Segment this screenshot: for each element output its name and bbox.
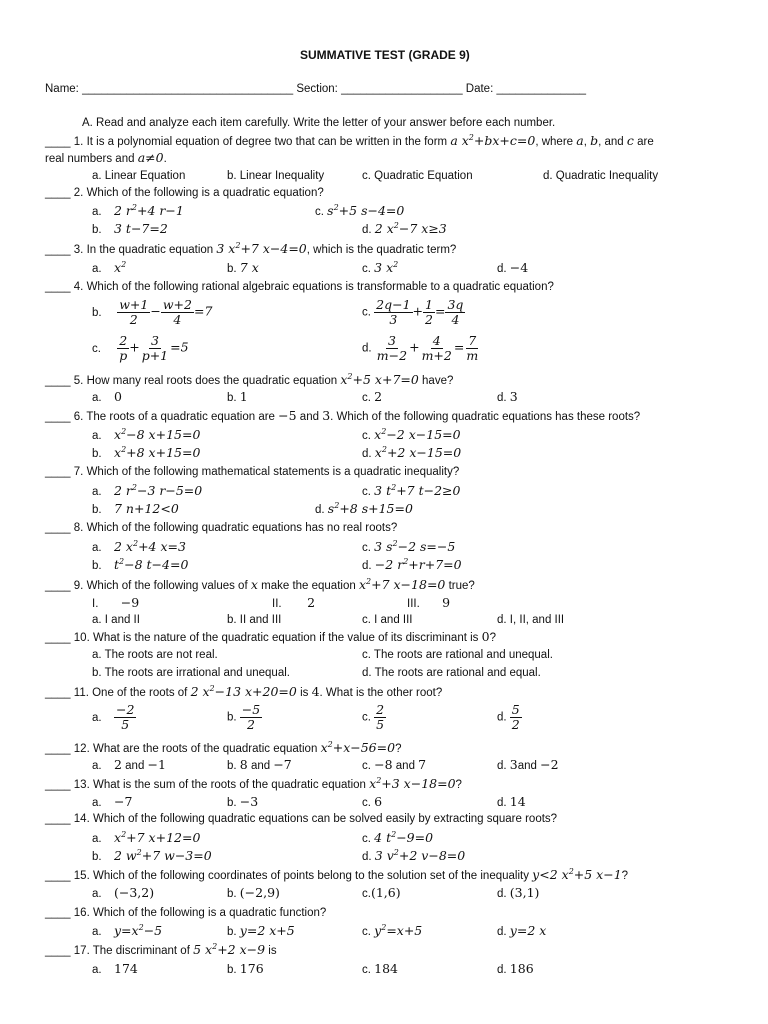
q4-option-b: b. $\frac{w+1}{2}$ − $\frac{w+2}{4}$ =7 (92, 297, 213, 327)
q10-option-a: a. The roots are not real. (92, 649, 218, 661)
q6-option-a: a. $x^2-8$ x+15=0 (92, 427, 201, 442)
q9-roman-ii: II. 2 (272, 595, 316, 610)
question-5: ____ 5. How many real roots does the quadratic equation $x^2+5$ x+7=0 have? (45, 372, 454, 387)
q16-option-c: c. $y^2=x+5$ (362, 923, 423, 938)
q15-option-a: a. (−3,2) (92, 885, 155, 900)
q8-option-a: a. 2 $x^2+4$ x=3 (92, 539, 186, 554)
q1-option-b: b. Linear Inequality (227, 170, 325, 182)
question-4: ____ 4. Which of the following rational algebraic equations is transformable to a quadratic equation? (45, 281, 554, 293)
q8-option-c: c. 3 $s^2-2$ s=−5 (362, 539, 456, 554)
q1-form-expr: a $x^2+bx+c=0$ (450, 133, 536, 148)
q1-option-d: d. Quadratic Inequality (543, 170, 659, 182)
question-2: ____ 2. Which of the following is a quadratic equation? (45, 187, 324, 199)
q17-option-d: d. 186 (497, 961, 534, 976)
q14-option-c: c. 4 $t^2-9=0$ (362, 830, 434, 845)
question-17: ____ 17. The discriminant of 5 $x^2+2$ x−9 is (45, 942, 277, 957)
name-section-date-line: Name: _________________________________ Section: ___________________ Date: ______________ (45, 83, 587, 95)
q7-option-b: b. 7 n+12<0 (92, 501, 179, 516)
q10-option-d: d. The roots are rational and equal. (362, 667, 541, 679)
q17-option-b: b. 176 (227, 961, 264, 976)
q11-option-d: d. $\frac{5}{2}$ (497, 702, 520, 732)
q9-option-d: d. I, II, and III (497, 614, 565, 626)
q9-option-c: c. I and III (362, 614, 413, 626)
q1-option-c: c. Quadratic Equation (362, 170, 473, 182)
q13-option-b: b. −3 (227, 794, 259, 809)
q5-option-a: a. 0 (92, 389, 122, 404)
q9-option-b: b. II and III (227, 614, 282, 626)
q2-option-c: c. $s^2+5$ s−4=0 (315, 203, 405, 218)
q4-option-c: c. $\frac{2q-1}{3}$ + $\frac{1}{2}$ = $\frac{3q}{4}$ (362, 297, 464, 327)
q16-option-b: b. y=2 x+5 (227, 923, 295, 938)
q15-option-d: d. (3,1) (497, 885, 540, 900)
q8-option-d: d. −2 $r^2+r+7=0$ (362, 557, 462, 572)
question-1: ____ 1. It is a polynomial equation of degree two that can be written in the form a $x^2+bx+c=0$, where a, b, and c are (45, 133, 654, 148)
question-9: ____ 9. Which of the following values of x make the equation $x^2+7$ x−18=0 true? (45, 577, 475, 592)
q7-option-c: c. 3 $t^2+7$ t−2≥0 (362, 483, 461, 498)
page-title: SUMMATIVE TEST (GRADE 9) (300, 48, 470, 62)
q2-option-b: b. 3 t−7=2 (92, 221, 168, 236)
q12-option-c: c. −8 and 7 (362, 757, 427, 772)
instructions: A. Read and analyze each item carefully. Write the letter of your answer before each number. (82, 117, 556, 129)
question-6: ____ 6. The roots of a quadratic equation are −5 and 3. Which of the following quadratic equations has these roots? (45, 408, 641, 423)
q9-option-a: a. I and II (92, 614, 140, 626)
q11-option-a: a. $\frac{-2}{5}$ (92, 702, 135, 732)
q14-option-d: d. 3 $v^2+2$ v−8=0 (362, 848, 466, 863)
q8-option-b: b. $t^2-8$ t−4=0 (92, 557, 189, 572)
q13-option-d: d. 14 (497, 794, 526, 809)
q14-option-b: b. 2 $w^2+7$ w−3=0 (92, 848, 212, 863)
q12-option-a: a. 2 and −1 (92, 757, 166, 772)
question-13: ____ 13. What is the sum of the roots of the quadratic equation $x^2+3$ x−18=0? (45, 776, 462, 791)
q3-option-d: d. −4 (497, 260, 529, 275)
q13-option-a: a. −7 (92, 794, 133, 809)
question-10: ____ 10. What is the nature of the quadratic equation if the value of its discriminant is 0? (45, 629, 496, 644)
q5-option-c: c. 2 (362, 389, 383, 404)
q5-option-d: d. 3 (497, 389, 518, 404)
q11-option-b: b. $\frac{-5}{2}$ (227, 702, 261, 732)
q3-option-c: c. 3 $x^2$ (362, 260, 399, 275)
q13-option-c: c. 6 (362, 794, 383, 809)
q11-option-c: c. $\frac{2}{5}$ (362, 702, 385, 732)
q1-option-a: a. Linear Equation (92, 170, 186, 182)
q4-option-c2: c. $\frac{2}{p}$ + $\frac{3}{p+1}$ =5 (92, 333, 189, 363)
q10-option-c: c. The roots are rational and unequal. (362, 649, 553, 661)
q12-option-d: d. 3and −2 (497, 757, 559, 772)
q6-option-d: d. $x^2+2$ x−15=0 (362, 445, 462, 460)
q17-option-c: c. 184 (362, 961, 399, 976)
question-8: ____ 8. Which of the following quadratic equations has no real roots? (45, 522, 398, 534)
question-15: ____ 15. Which of the following coordinates of points belong to the solution set of the inequality y<2 $x^2+5$ x−1? (45, 867, 629, 882)
q16-option-d: d. y=2 x (497, 923, 547, 938)
q17-option-a: a. 174 (92, 961, 138, 976)
q4-option-d: d. $\frac{3}{m-2}$ + $\frac{4}{m+2}$ = $\frac{7}{m}$ (362, 333, 479, 363)
question-12: ____ 12. What are the roots of the quadratic equation $x^2+x-56=0$? (45, 740, 402, 755)
q3-option-a: a. $x^2$ (92, 260, 127, 275)
q6-option-b: b. $x^2+8$ x+15=0 (92, 445, 201, 460)
q9-roman-iii: III. 9 (407, 595, 451, 610)
question-16: ____ 16. Which of the following is a quadratic function? (45, 907, 327, 919)
q16-option-a: a. $y=x^2-5$ (92, 923, 163, 938)
q9-roman-i: I. −9 (92, 595, 140, 610)
q10-option-b: b. The roots are irrational and unequal. (92, 667, 290, 679)
q7-option-a: a. 2 $r^2-3$ r−5=0 (92, 483, 203, 498)
q6-option-c: c. $x^2-2$ x−15=0 (362, 427, 461, 442)
q2-option-d: d. 2 $x^2-7$ x≥3 (362, 221, 447, 236)
q12-option-b: b. 8 and −7 (227, 757, 292, 772)
question-7: ____ 7. Which of the following mathematical statements is a quadratic inequality? (45, 466, 460, 478)
q15-option-c: c.(1,6) (362, 885, 401, 900)
q5-option-b: b. 1 (227, 389, 248, 404)
q15-option-b: b. (−2,9) (227, 885, 280, 900)
question-11: ____ 11. One of the roots of 2 $x^2-13$ x+20=0 is 4. What is the other root? (45, 684, 443, 699)
question-14: ____ 14. Which of the following quadratic equations can be solved easily by extracting square roots? (45, 813, 558, 825)
q3-option-b: b. 7 x (227, 260, 259, 275)
question-1-cont: real numbers and a≠0. (45, 150, 167, 165)
q2-option-a: a. 2 $r^2+4$ r−1 (92, 203, 184, 218)
question-3: ____ 3. In the quadratic equation 3 $x^2+7$ x−4=0, which is the quadratic term? (45, 241, 457, 256)
q7-option-d: d. $s^2+8$ s+15=0 (315, 501, 413, 516)
q14-option-a: a. $x^2+7$ x+12=0 (92, 830, 201, 845)
